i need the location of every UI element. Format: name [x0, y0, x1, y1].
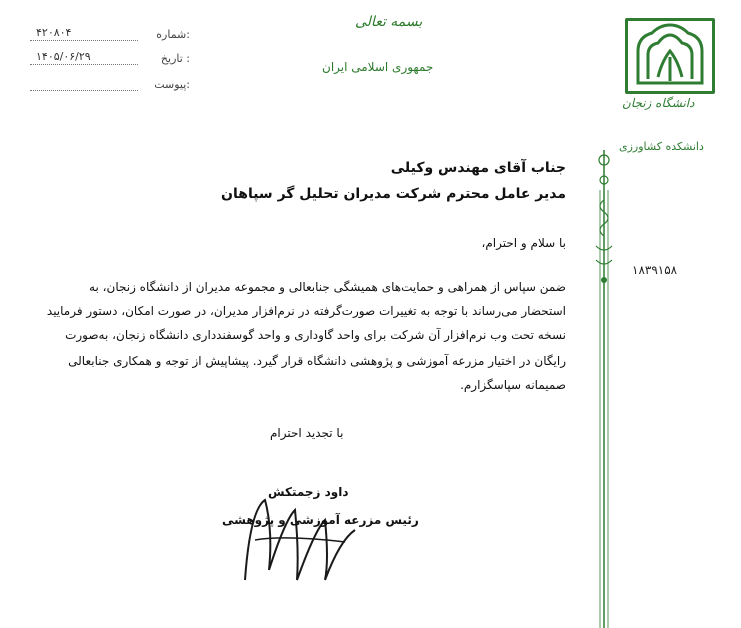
attachment-dotted-line	[30, 90, 138, 91]
logo-emblem-icon	[628, 21, 712, 91]
date-dotted-line	[30, 64, 138, 65]
signer-title: رئیس مزرعه آموزشی و پژوهشی	[222, 513, 419, 527]
attachment-label: پیوست:	[154, 78, 190, 91]
number-value: ۴۲۰۸۰۴	[36, 26, 72, 39]
closing-phrase: با تجدید احترام	[270, 426, 344, 440]
body-line: ضمن سپاس از همراهی و حمایت‌های همیشگی جنابعالی و مجموعه مدیران از دانشگاه زنجان، به	[89, 280, 566, 294]
vine-ornament-icon	[593, 150, 615, 628]
date-field	[30, 52, 190, 70]
greeting: با سلام و احترام،	[481, 236, 566, 250]
number-field	[30, 28, 190, 46]
university-name: دانشگاه زنجان	[622, 96, 695, 110]
signer-name: داود زجمتکش	[268, 485, 349, 499]
recipient-title: مدیر عامل محترم شرکت مدیران تحلیل گر سپاهان	[221, 186, 566, 202]
university-logo-icon	[625, 18, 715, 94]
faculty-name: دانشکده کشاورزی	[619, 140, 704, 153]
date-value: ۱۴۰۵/۰۶/۲۹	[36, 50, 91, 63]
number-dotted-line	[30, 40, 138, 41]
body-line: رایگان در اختیار مزرعه آموزشی و پژوهشی دانشگاه قرار گیرد. پیشاپیش از توجه و همکاری جنابعالی	[68, 354, 566, 368]
basmala: بسمه تعالی	[355, 14, 423, 30]
letter-number: ۱۸۳۹۱۵۸	[632, 263, 678, 277]
body-line: صمیمانه سپاسگزارم.	[460, 378, 566, 392]
republic-title: جمهوری اسلامی ایران	[322, 60, 434, 74]
attachment-field	[30, 78, 190, 96]
body-line: نسخه تحت وب نرم‌افزار آن شرکت برای واحد گاوداری و واحد گوسفندداری دانشگاه زنجان، به‌صورت	[65, 328, 566, 342]
recipient-name: جناب آقای مهندس وکیلی	[390, 160, 566, 176]
date-label: تاریخ :	[160, 52, 190, 65]
number-label: شماره:	[156, 28, 190, 41]
body-line: استحضار می‌رساند با توجه به تغییرات صورت‌گرفته در نرم‌افزار مدیران، در صورت امکان، دستور فرمایید	[46, 304, 566, 318]
